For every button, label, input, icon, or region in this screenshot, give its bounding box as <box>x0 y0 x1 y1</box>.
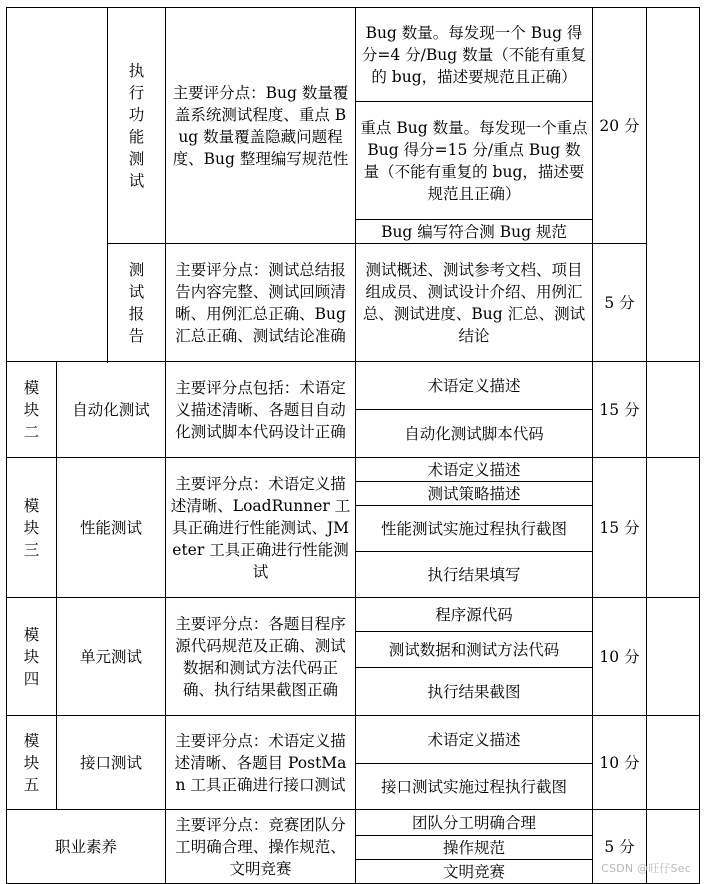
watermark: CSDN @旺仔Sec <box>601 862 691 875</box>
module-label: 模块二 <box>7 362 57 458</box>
module-name: 接口测试 <box>57 716 166 810</box>
criteria-cell: 主要评分点：测试总结报告内容完整、测试回顾清晰、用例汇总正确、Bug 汇总正确、测试结论准确 <box>166 244 356 362</box>
module-name: 性能测试 <box>57 458 166 598</box>
criteria-cell: 主要评分点：各题目程序源代码规范及正确、测试数据和测试方法代码正确、执行结果截图正确 <box>166 598 356 716</box>
module-label: 模块四 <box>7 598 57 716</box>
score-cell: 20 分 <box>593 8 647 244</box>
module-cell-continued <box>7 8 108 362</box>
item-cell: 术语定义描述 <box>356 716 593 764</box>
blank-cell <box>647 8 700 362</box>
criteria-cell: 主要评分点：Bug 数量覆盖系统测试程度、重点 Bug 数量覆盖隐藏问题程度、Bug 整理编写规范性 <box>166 8 356 244</box>
criteria-cell: 主要评分点：术语定义描述清晰、各题目 PostMan 工具正确进行接口测试 <box>166 716 356 810</box>
module-label: 模块五 <box>7 716 57 810</box>
item-cell: 接口测试实施过程执行截图 <box>356 764 593 810</box>
score-cell: 15 分 <box>593 458 647 598</box>
item-cell: 团队分工明确合理 <box>356 810 593 836</box>
score-cell: 5 分 <box>593 244 647 362</box>
item-cell: 术语定义描述 <box>356 458 593 482</box>
item-cell: 性能测试实施过程执行截图 <box>356 506 593 552</box>
item-cell: 术语定义描述 <box>356 362 593 410</box>
item-cell: 自动化测试脚本代码 <box>356 410 593 458</box>
blank-cell <box>647 362 700 458</box>
criteria-cell: 主要评分点包括：术语定义描述清晰、各题目自动化测试脚本代码设计正确 <box>166 362 356 458</box>
section-name: 执行功能测试 <box>108 8 166 244</box>
item-cell: 测试策略描述 <box>356 482 593 506</box>
score-cell: 10 分 <box>593 598 647 716</box>
criteria-cell: 主要评分点：术语定义描述清晰、LoadRunner 工具正确进行性能测试、JMeter 工具正确进行性能测试 <box>166 458 356 598</box>
module-label: 模块三 <box>7 458 57 598</box>
blank-cell <box>647 458 700 598</box>
scoring-table <box>6 7 700 884</box>
module-name: 单元测试 <box>57 598 166 716</box>
criteria-cell: 主要评分点：竞赛团队分工明确合理、操作规范、文明竞赛 <box>166 810 356 884</box>
item-cell: 操作规范 <box>356 836 593 860</box>
item-cell: 测试数据和测试方法代码 <box>356 632 593 668</box>
item-cell: 文明竞赛 <box>356 860 593 884</box>
professional-name: 职业素养 <box>7 810 166 884</box>
blank-cell <box>647 598 700 716</box>
blank-cell <box>647 716 700 810</box>
item-cell: 程序源代码 <box>356 598 593 632</box>
score-cell: 15 分 <box>593 362 647 458</box>
item-cell: 执行结果填写 <box>356 552 593 598</box>
score-cell: 5 分 <box>593 810 647 884</box>
section-name: 测试报告 <box>108 244 166 362</box>
item-cell: Bug 数量。每发现一个 Bug 得分=4 分/Bug 数量（不能有重复的 bug，描述要规范且正确） <box>356 8 593 102</box>
item-cell: 执行结果截图 <box>356 668 593 716</box>
item-cell: 测试概述、测试参考文档、项目组成员、测试设计介绍、用例汇总、测试进度、Bug 汇总、测试结论 <box>356 244 593 362</box>
item-cell: 重点 Bug 数量。每发现一个重点 Bug 得分=15 分/重点 Bug 数量（不能有重复的 bug，描述要规范且正确） <box>356 102 593 220</box>
score-cell: 10 分 <box>593 716 647 810</box>
item-cell: Bug 编写符合测 Bug 规范 <box>356 220 593 244</box>
module-name: 自动化测试 <box>57 362 166 458</box>
